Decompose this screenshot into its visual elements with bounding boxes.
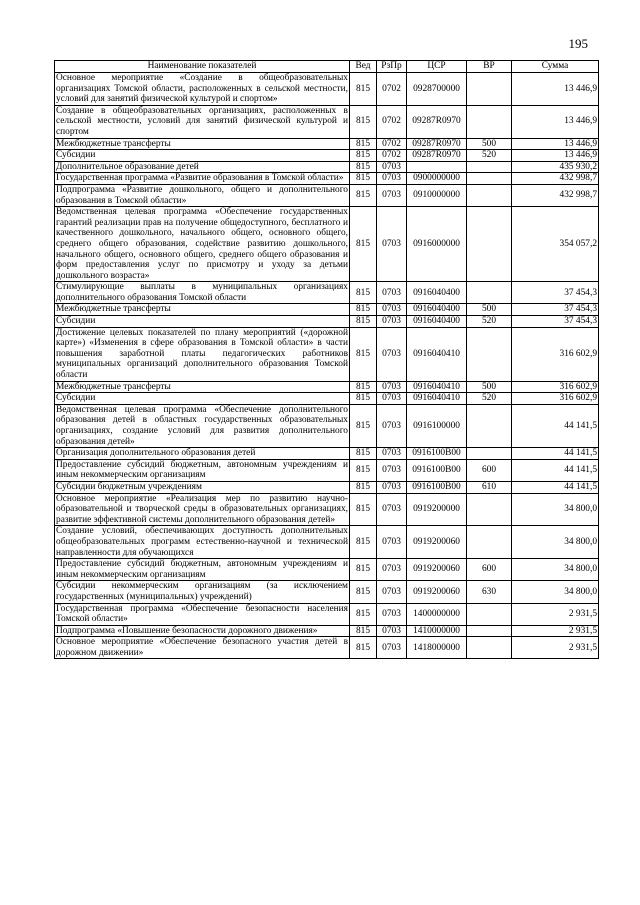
row-vr [467, 327, 512, 381]
row-rzpr: 0703 [377, 304, 407, 316]
row-csr: 0910000000 [407, 184, 467, 206]
row-name: Субсидии бюджетным учреждениям [55, 481, 350, 493]
row-sum: 44 141,5 [512, 404, 599, 447]
row-sum: 37 454,3 [512, 316, 599, 328]
row-ved: 815 [350, 559, 377, 581]
row-csr: 0900000000 [407, 173, 467, 185]
row-rzpr: 0703 [377, 173, 407, 185]
row-ved: 815 [350, 73, 377, 106]
row-rzpr: 0703 [377, 581, 407, 603]
row-name: Основное мероприятие «Создание в общеобразовательных организациях Томской области, расположенных в сельской местности, условий для занятий физической культурой и спортом» [56, 73, 348, 105]
row-name: Межбюджетные трансферты [55, 381, 350, 393]
row-ved: 815 [350, 138, 377, 150]
row-rzpr: 0703 [377, 493, 407, 526]
table-row [55, 481, 599, 493]
table-row [55, 625, 599, 637]
table-row [55, 381, 599, 393]
row-rzpr: 0703 [377, 282, 407, 304]
row-name: Подпрограмма «Повышение безопасности дорожного движения» [55, 625, 350, 637]
row-name: Организация дополнительного образования детей [55, 448, 350, 460]
row-rzpr: 0703 [377, 603, 407, 625]
row-ved: 815 [350, 637, 377, 659]
row-csr: 09287R0970 [407, 138, 467, 150]
row-sum: 435 930,2 [512, 161, 599, 173]
row-vr [467, 637, 512, 659]
table-row [55, 526, 599, 559]
row-csr: 0919200000 [407, 493, 467, 526]
table-row [55, 184, 599, 206]
row-csr: 0928700000 [407, 73, 467, 106]
row-rzpr: 0703 [377, 459, 407, 481]
row-name: Субсидии [55, 393, 350, 405]
row-vr [467, 526, 512, 559]
row-vr: 520 [467, 150, 512, 162]
row-vr: 600 [467, 559, 512, 581]
row-vr: 610 [467, 481, 512, 493]
row-rzpr: 0703 [377, 637, 407, 659]
row-sum: 2 931,5 [512, 603, 599, 625]
row-sum: 2 931,5 [512, 637, 599, 659]
row-sum: 37 454,3 [512, 282, 599, 304]
row-csr: 0919200060 [407, 526, 467, 559]
table-row [55, 637, 599, 659]
row-csr: 0916000000 [407, 207, 467, 282]
row-vr: 500 [467, 381, 512, 393]
table-row [55, 138, 599, 150]
row-ved: 815 [350, 381, 377, 393]
row-vr [467, 105, 512, 138]
row-rzpr: 0703 [377, 448, 407, 460]
row-name: Межбюджетные трансферты [55, 138, 350, 150]
row-sum: 13 446,9 [512, 105, 599, 138]
row-ved: 815 [350, 327, 377, 381]
row-ved: 815 [350, 161, 377, 173]
row-csr: 0916040400 [407, 316, 467, 328]
row-rzpr: 0703 [377, 625, 407, 637]
row-sum: 44 141,5 [512, 481, 599, 493]
row-csr: 1400000000 [407, 603, 467, 625]
row-csr: 0916100В00 [407, 459, 467, 481]
row-sum: 44 141,5 [512, 459, 599, 481]
row-name: Субсидии некоммерческим организациям (за исключением государственных (муниципальных) учреждений) [56, 581, 348, 602]
row-vr [467, 173, 512, 185]
row-name: Субсидии [55, 150, 350, 162]
row-sum: 432 998,7 [512, 184, 599, 206]
row-rzpr: 0703 [377, 559, 407, 581]
row-vr [467, 625, 512, 637]
row-rzpr: 0703 [377, 161, 407, 173]
table-row [55, 105, 599, 138]
budget-table [54, 60, 599, 659]
row-sum: 13 446,9 [512, 73, 599, 106]
row-rzpr: 0703 [377, 207, 407, 282]
table-row [55, 161, 599, 173]
row-vr: 520 [467, 393, 512, 405]
row-csr [407, 161, 467, 173]
row-name: Ведомственная целевая программа «Обеспечение государственных гарантий реализации прав на получение общедоступного, бесплатного и качественного дошкольного, начального общего, основного общего, среднего общего образования, содействие развитию дошкольного, начального общего, основного общего, среднего общего образования и форм предоставления услуг по присмотру и уходу за детьми дошкольного возраста» [56, 207, 348, 281]
table-row [55, 173, 599, 185]
row-ved: 815 [350, 105, 377, 138]
table-row [55, 581, 599, 603]
row-name: Стимулирующие выплаты в муниципальных организациях дополнительного образования Томской области [56, 282, 348, 303]
row-name: Предоставление субсидий бюджетным, автономным учреждениям и иным некоммерческим организациям [56, 459, 348, 481]
row-vr: 520 [467, 316, 512, 328]
table-row [55, 150, 599, 162]
row-csr: 0916100В00 [407, 481, 467, 493]
row-ved: 815 [350, 282, 377, 304]
row-sum: 44 141,5 [512, 448, 599, 460]
row-vr: 630 [467, 581, 512, 603]
row-name: Государственная программа «Обеспечение безопасности населения Томской области» [56, 603, 348, 625]
table-row [55, 493, 599, 526]
row-sum: 34 800,0 [512, 581, 599, 603]
table-row [55, 282, 599, 304]
row-vr [467, 161, 512, 173]
table-row [55, 603, 599, 625]
row-ved: 815 [350, 304, 377, 316]
row-csr: 0916040400 [407, 282, 467, 304]
row-vr [467, 73, 512, 106]
header-csr: ЦСР [407, 61, 467, 73]
table-row [55, 316, 599, 328]
table-row [55, 393, 599, 405]
row-rzpr: 0703 [377, 404, 407, 447]
row-rzpr: 0703 [377, 184, 407, 206]
row-rzpr: 0703 [377, 526, 407, 559]
row-vr [467, 404, 512, 447]
row-rzpr: 0703 [377, 481, 407, 493]
page-number: 195 [568, 36, 588, 51]
header-ved: Вед [350, 61, 377, 73]
row-vr [467, 207, 512, 282]
row-sum: 354 057,2 [512, 207, 599, 282]
row-rzpr: 0703 [377, 327, 407, 381]
row-name: Межбюджетные трансферты [55, 304, 350, 316]
row-sum: 432 998,7 [512, 173, 599, 185]
row-csr: 0916100В00 [407, 448, 467, 460]
row-vr [467, 493, 512, 526]
table-header-row [55, 61, 599, 73]
row-rzpr: 0703 [377, 316, 407, 328]
row-name: Основное мероприятие «Реализация мер по развитию научно-образовательной и творческой среды в образовательных организациях, развитие эффективной системы дополнительного образования детей» [56, 493, 348, 525]
row-vr: 500 [467, 138, 512, 150]
row-name: Предоставление субсидий бюджетным, автономным учреждениям и иным некоммерческим организациям [56, 559, 348, 580]
row-sum: 13 446,9 [512, 138, 599, 150]
row-ved: 815 [350, 207, 377, 282]
row-name: Создание в общеобразовательных организациях, расположенных в сельской местности, условий для занятий физической культурой и спортом [56, 105, 348, 137]
row-csr: 09287R0970 [407, 150, 467, 162]
row-ved: 815 [350, 393, 377, 405]
table-row [55, 304, 599, 316]
row-ved: 815 [350, 184, 377, 206]
row-rzpr: 0703 [377, 381, 407, 393]
row-sum: 13 446,9 [512, 150, 599, 162]
row-name: Дополнительное образование детей [55, 161, 350, 173]
row-rzpr: 0702 [377, 73, 407, 106]
table-row [55, 559, 599, 581]
row-ved: 815 [350, 603, 377, 625]
row-name: Создание условий, обеспечивающих доступность дополнительных общеобразовательных программ естественно-научной и технической направленности для обучающихся [56, 526, 348, 558]
header-sum: Сумма [512, 61, 599, 73]
table-row [55, 327, 599, 381]
row-ved: 815 [350, 581, 377, 603]
row-vr [467, 448, 512, 460]
row-csr: 1410000000 [407, 625, 467, 637]
row-csr: 0916040410 [407, 381, 467, 393]
row-ved: 815 [350, 625, 377, 637]
row-ved: 815 [350, 173, 377, 185]
header-name: Наименование показателей [55, 61, 350, 73]
row-csr: 0919200060 [407, 581, 467, 603]
row-sum: 316 602,9 [512, 393, 599, 405]
header-vr: ВР [467, 61, 512, 73]
row-sum: 34 800,0 [512, 526, 599, 559]
row-vr: 500 [467, 304, 512, 316]
header-rzpr: РзПр [377, 61, 407, 73]
table-row [55, 207, 599, 282]
row-ved: 815 [350, 404, 377, 447]
table-row [55, 448, 599, 460]
row-rzpr: 0702 [377, 105, 407, 138]
row-name: Подпрограмма «Развитие дошкольного, общего и дополнительного образования в Томской области» [56, 184, 348, 206]
table-row [55, 73, 599, 106]
row-csr: 09287R0970 [407, 105, 467, 138]
row-vr [467, 184, 512, 206]
row-csr: 0919200060 [407, 559, 467, 581]
row-ved: 815 [350, 459, 377, 481]
row-sum: 316 602,9 [512, 327, 599, 381]
row-sum: 37 454,3 [512, 304, 599, 316]
row-ved: 815 [350, 448, 377, 460]
row-ved: 815 [350, 493, 377, 526]
row-ved: 815 [350, 481, 377, 493]
row-rzpr: 0702 [377, 138, 407, 150]
row-ved: 815 [350, 150, 377, 162]
row-rzpr: 0703 [377, 393, 407, 405]
row-csr: 1418000000 [407, 637, 467, 659]
row-csr: 0916100000 [407, 404, 467, 447]
row-vr [467, 282, 512, 304]
row-rzpr: 0702 [377, 150, 407, 162]
row-ved: 815 [350, 526, 377, 559]
row-vr [467, 603, 512, 625]
row-sum: 316 602,9 [512, 381, 599, 393]
row-sum: 2 931,5 [512, 625, 599, 637]
row-ved: 815 [350, 316, 377, 328]
row-name: Государственная программа «Развитие образования в Томской области» [55, 173, 350, 185]
table-row [55, 404, 599, 447]
row-sum: 34 800,0 [512, 493, 599, 526]
row-csr: 0916040410 [407, 327, 467, 381]
row-csr: 0916040410 [407, 393, 467, 405]
row-name: Субсидии [55, 316, 350, 328]
row-sum: 34 800,0 [512, 559, 599, 581]
row-csr: 0916040400 [407, 304, 467, 316]
row-name: Достижение целевых показателей по плану мероприятий («дорожной карте») «Изменения в сфере образования в Томской области» в части повышения заработной платы педагогических работников муниципальных организаций дополнительного образования Томской области [56, 327, 348, 381]
table-row [55, 459, 599, 481]
row-name: Основное мероприятие «Обеспечение безопасного участия детей в дорожном движении» [56, 637, 348, 658]
row-name: Ведомственная целевая программа «Обеспечение дополнительного образования детей в областных государственных образовательных организациях, создание условий для развития дополнительного образования детей» [56, 404, 348, 447]
row-vr: 600 [467, 459, 512, 481]
